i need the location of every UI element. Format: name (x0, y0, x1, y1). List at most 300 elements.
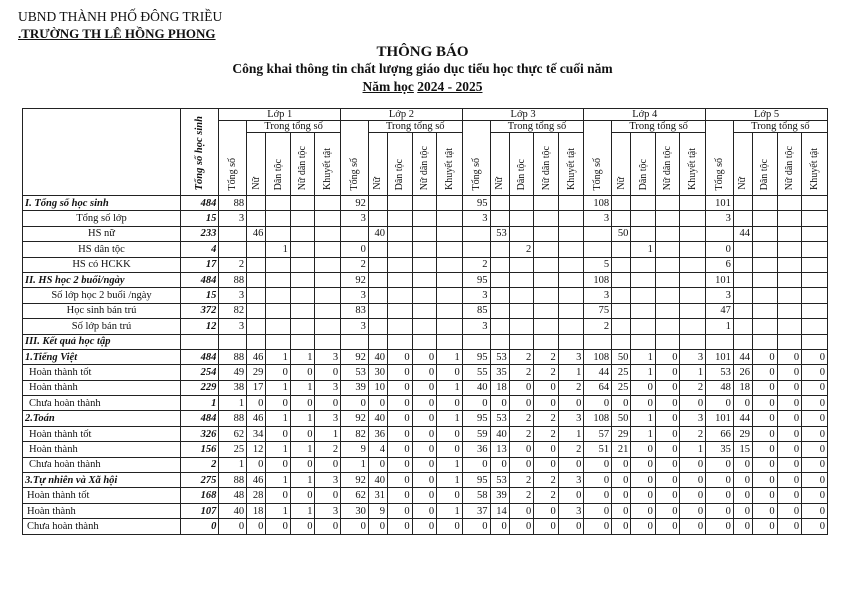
row-cell: 0 (777, 488, 802, 503)
row-cell: 0 (412, 380, 437, 395)
row-cell: 0 (802, 426, 828, 441)
row-cell (266, 211, 291, 226)
header-sub-col (266, 133, 291, 196)
row-cell (247, 196, 266, 211)
row-cell (612, 303, 631, 318)
header-sub-col-text: Khuyết tật (565, 148, 577, 190)
row-total: 0 (180, 519, 218, 534)
header-sub-col (733, 133, 752, 196)
row-cell: 2 (558, 380, 584, 395)
row-label: HS dân tộc (23, 242, 181, 257)
row-cell: 18 (490, 380, 509, 395)
row-cell: 75 (584, 303, 612, 318)
row-cell: 58 (462, 488, 490, 503)
row-cell: 0 (412, 519, 437, 534)
row-cell: 0 (753, 473, 778, 488)
row-cell: 0 (655, 396, 680, 411)
row-cell: 0 (368, 457, 387, 472)
row-cell: 0 (412, 365, 437, 380)
row-cell (247, 257, 266, 272)
row-cell: 51 (584, 442, 612, 457)
row-cell: 0 (777, 442, 802, 457)
row-total: 107 (180, 503, 218, 518)
row-cell (802, 288, 828, 303)
row-total: 15 (180, 211, 218, 226)
row-cell: 0 (341, 519, 369, 534)
row-cell: 0 (315, 488, 341, 503)
row-cell: 0 (655, 365, 680, 380)
row-cell: 29 (733, 426, 752, 441)
table-row (23, 411, 828, 426)
row-cell: 2 (558, 442, 584, 457)
table-row (23, 319, 828, 334)
row-cell: 0 (558, 519, 584, 534)
row-cell: 1 (680, 365, 706, 380)
header-sub-col-text: Nữ (372, 177, 384, 190)
row-cell: 0 (631, 473, 656, 488)
row-cell: 1 (266, 349, 291, 364)
row-cell: 47 (706, 303, 734, 318)
row-cell: 0 (584, 503, 612, 518)
row-cell: 92 (341, 349, 369, 364)
row-cell: 0 (290, 365, 315, 380)
row-cell (777, 257, 802, 272)
row-cell: 0 (584, 473, 612, 488)
row-cell (368, 196, 387, 211)
row-cell (315, 303, 341, 318)
row-cell (368, 303, 387, 318)
row-cell (368, 257, 387, 272)
row-label: Hoàn thành (23, 380, 181, 395)
row-cell: 0 (753, 503, 778, 518)
row-cell: 0 (388, 503, 413, 518)
row-cell (655, 288, 680, 303)
row-cell: 3 (315, 380, 341, 395)
row-cell: 83 (341, 303, 369, 318)
row-cell (655, 303, 680, 318)
row-cell: 0 (777, 380, 802, 395)
row-cell: 0 (584, 488, 612, 503)
row-cell (584, 242, 612, 257)
row-cell: 6 (706, 257, 734, 272)
school-year-prefix: Năm học (362, 79, 414, 94)
header-sub-col-text: Dân tộc (394, 158, 406, 190)
header-sub-col-text: Nữ (615, 177, 627, 190)
row-cell: 0 (655, 488, 680, 503)
row-cell (247, 288, 266, 303)
header-sub-col-text: Khuyết tật (687, 148, 699, 190)
row-cell: 92 (341, 272, 369, 287)
row-cell: 1 (219, 457, 247, 472)
row-cell: 17 (247, 380, 266, 395)
row-cell (631, 257, 656, 272)
row-cell (612, 319, 631, 334)
row-cell (534, 196, 559, 211)
row-cell (680, 303, 706, 318)
header-sub-col (558, 133, 584, 196)
row-cell: 46 (247, 226, 266, 241)
row-total: 229 (180, 380, 218, 395)
row-cell (290, 196, 315, 211)
row-cell: 101 (706, 272, 734, 287)
document-subtitle: Công khai thông tin chất lượng giáo dục tiểu học thực tế cuối năm (232, 61, 613, 76)
row-cell (753, 303, 778, 318)
table-row (23, 303, 828, 318)
row-cell (558, 257, 584, 272)
row-cell: 3 (558, 473, 584, 488)
row-total: 156 (180, 442, 218, 457)
row-cell: 2 (680, 380, 706, 395)
row-cell: 3 (680, 349, 706, 364)
row-cell: 0 (802, 411, 828, 426)
row-cell (437, 257, 463, 272)
header-sub-col (388, 133, 413, 196)
row-cell: 1 (290, 380, 315, 395)
row-cell (388, 226, 413, 241)
row-label: Hoàn thành (23, 442, 181, 457)
row-cell (509, 272, 534, 287)
row-cell: 3 (584, 211, 612, 226)
row-cell: 1 (437, 503, 463, 518)
row-cell (412, 257, 437, 272)
row-total: 15 (180, 288, 218, 303)
document-title: THÔNG BÁO (376, 44, 469, 60)
row-cell: 0 (266, 488, 291, 503)
row-cell (680, 242, 706, 257)
row-cell (753, 288, 778, 303)
row-cell: 0 (753, 426, 778, 441)
row-cell (534, 272, 559, 287)
row-cell (680, 257, 706, 272)
row-cell (315, 288, 341, 303)
row-cell: 0 (631, 380, 656, 395)
row-cell (733, 334, 752, 349)
row-cell: 0 (631, 503, 656, 518)
row-cell (612, 211, 631, 226)
row-cell: 0 (631, 442, 656, 457)
row-cell (612, 242, 631, 257)
row-cell: 21 (612, 442, 631, 457)
row-cell: 38 (219, 380, 247, 395)
row-cell (412, 196, 437, 211)
row-cell (490, 303, 509, 318)
row-cell (655, 226, 680, 241)
row-cell: 0 (733, 473, 752, 488)
header-sub-col (753, 133, 778, 196)
row-cell (777, 211, 802, 226)
row-total: 1 (180, 396, 218, 411)
header-class-total (341, 121, 369, 196)
row-cell: 2 (315, 442, 341, 457)
row-cell: 0 (706, 488, 734, 503)
row-cell (534, 211, 559, 226)
row-cell (558, 196, 584, 211)
row-cell (558, 226, 584, 241)
row-cell: 1 (266, 411, 291, 426)
row-cell (490, 319, 509, 334)
row-label: Số lớp học 2 buổi /ngày (23, 288, 181, 303)
row-cell: 2 (462, 257, 490, 272)
row-total: 2 (180, 457, 218, 472)
row-cell (412, 242, 437, 257)
row-cell: 0 (655, 442, 680, 457)
row-cell (584, 226, 612, 241)
row-cell (612, 257, 631, 272)
row-cell (290, 257, 315, 272)
row-cell (777, 242, 802, 257)
row-cell (266, 196, 291, 211)
row-cell: 88 (219, 196, 247, 211)
header-sub-col-text: Nữ (494, 177, 506, 190)
row-cell: 53 (490, 411, 509, 426)
row-cell (558, 211, 584, 226)
row-cell: 0 (612, 503, 631, 518)
row-cell (315, 211, 341, 226)
header-sub-col-text: Nữ dân tộc (783, 145, 795, 190)
row-cell (753, 319, 778, 334)
row-cell: 0 (290, 519, 315, 534)
row-cell: 0 (612, 457, 631, 472)
table-row (23, 288, 828, 303)
row-cell: 53 (490, 349, 509, 364)
row-label: III. Kết quả học tập (23, 334, 181, 349)
row-cell: 0 (368, 519, 387, 534)
row-cell: 1 (315, 426, 341, 441)
row-cell (388, 242, 413, 257)
table-row (23, 457, 828, 472)
row-cell: 0 (315, 519, 341, 534)
row-cell: 0 (437, 519, 463, 534)
row-label: Tổng số lớp (23, 211, 181, 226)
row-cell: 0 (412, 411, 437, 426)
row-cell (655, 272, 680, 287)
header-sub-group: Trong tổng số (612, 121, 706, 133)
row-cell (680, 334, 706, 349)
row-cell (733, 288, 752, 303)
row-cell (534, 303, 559, 318)
row-cell (631, 319, 656, 334)
row-cell (315, 272, 341, 287)
table-row (23, 257, 828, 272)
row-cell (509, 319, 534, 334)
row-cell (558, 319, 584, 334)
row-cell: 3 (706, 211, 734, 226)
row-cell (219, 334, 247, 349)
header-class-3: Lớp 3 (462, 109, 584, 121)
row-cell (437, 303, 463, 318)
row-cell (753, 196, 778, 211)
row-cell: 49 (219, 365, 247, 380)
row-cell: 0 (777, 519, 802, 534)
row-cell: 0 (802, 380, 828, 395)
row-cell: 3 (680, 411, 706, 426)
row-cell: 0 (412, 488, 437, 503)
table-row (23, 442, 828, 457)
row-cell: 1 (631, 365, 656, 380)
row-cell (290, 242, 315, 257)
header-class-total (584, 121, 612, 196)
row-cell (733, 211, 752, 226)
row-cell (247, 242, 266, 257)
row-cell (509, 226, 534, 241)
row-cell (315, 319, 341, 334)
row-cell: 0 (462, 519, 490, 534)
row-cell: 0 (777, 349, 802, 364)
row-cell (341, 226, 369, 241)
row-cell: 0 (509, 442, 534, 457)
row-cell: 0 (412, 503, 437, 518)
row-cell: 0 (802, 365, 828, 380)
row-cell (777, 319, 802, 334)
row-cell: 1 (290, 411, 315, 426)
row-cell: 2 (509, 488, 534, 503)
row-cell: 34 (247, 426, 266, 441)
row-cell (266, 288, 291, 303)
row-cell (315, 196, 341, 211)
row-cell: 0 (612, 488, 631, 503)
row-cell: 50 (612, 349, 631, 364)
row-cell (655, 211, 680, 226)
row-cell: 108 (584, 272, 612, 287)
row-total: 17 (180, 257, 218, 272)
header-sub-col-text: Dân tộc (637, 158, 649, 190)
row-cell: 3 (706, 288, 734, 303)
row-cell (753, 226, 778, 241)
row-cell: 0 (655, 473, 680, 488)
table-row (23, 503, 828, 518)
row-cell: 1 (290, 503, 315, 518)
row-cell (247, 211, 266, 226)
row-cell (802, 303, 828, 318)
row-label: Hoàn thành tốt (23, 365, 181, 380)
row-cell (802, 196, 828, 211)
row-cell (802, 242, 828, 257)
header-class-total-text: Tổng số (227, 157, 239, 190)
row-cell (802, 211, 828, 226)
row-cell: 40 (368, 473, 387, 488)
row-cell: 36 (462, 442, 490, 457)
row-cell (412, 303, 437, 318)
row-cell (631, 211, 656, 226)
row-cell: 0 (290, 396, 315, 411)
row-label: Số lớp bán trú (23, 319, 181, 334)
row-cell (706, 334, 734, 349)
row-cell: 0 (388, 411, 413, 426)
row-label: Hoàn thành tốt (23, 488, 181, 503)
row-cell (802, 334, 828, 349)
row-cell (315, 226, 341, 241)
row-cell: 0 (462, 457, 490, 472)
row-cell: 62 (341, 488, 369, 503)
header-total-students (180, 109, 218, 196)
row-cell (490, 211, 509, 226)
table-row (23, 380, 828, 395)
row-cell (219, 226, 247, 241)
row-cell (266, 257, 291, 272)
row-cell: 2 (509, 426, 534, 441)
row-cell: 0 (509, 519, 534, 534)
header-sub-col (412, 133, 437, 196)
row-total: 484 (180, 411, 218, 426)
row-cell: 0 (388, 519, 413, 534)
row-cell: 2 (534, 349, 559, 364)
row-cell (680, 226, 706, 241)
row-cell: 39 (341, 380, 369, 395)
row-cell (509, 303, 534, 318)
row-cell: 0 (558, 396, 584, 411)
row-cell: 4 (368, 442, 387, 457)
row-cell: 3 (219, 288, 247, 303)
row-cell: 26 (733, 365, 752, 380)
row-cell: 0 (680, 519, 706, 534)
table-row (23, 426, 828, 441)
row-cell: 44 (733, 411, 752, 426)
header-class-1: Lớp 1 (219, 109, 341, 121)
row-cell (753, 257, 778, 272)
row-cell: 0 (706, 519, 734, 534)
row-cell: 101 (706, 349, 734, 364)
row-cell: 1 (266, 380, 291, 395)
row-cell: 0 (612, 473, 631, 488)
row-cell: 1 (219, 396, 247, 411)
row-cell (388, 196, 413, 211)
row-total: 484 (180, 196, 218, 211)
row-cell: 0 (315, 365, 341, 380)
row-cell: 0 (315, 457, 341, 472)
row-cell: 0 (412, 473, 437, 488)
row-cell: 0 (753, 442, 778, 457)
row-cell: 0 (490, 396, 509, 411)
row-cell (680, 196, 706, 211)
header-sub-col (612, 133, 631, 196)
row-cell (368, 334, 387, 349)
row-cell: 0 (802, 442, 828, 457)
row-cell: 0 (655, 426, 680, 441)
row-cell: 40 (219, 503, 247, 518)
row-cell: 14 (490, 503, 509, 518)
row-cell: 88 (219, 473, 247, 488)
row-cell: 92 (341, 473, 369, 488)
row-cell (368, 272, 387, 287)
header-sub-col-text: Nữ dân tộc (662, 145, 674, 190)
row-cell (558, 334, 584, 349)
header-sub-col-text: Nữ dân tộc (418, 145, 430, 190)
header-class-total-text: Tổng số (592, 157, 604, 190)
row-cell (388, 303, 413, 318)
row-cell: 95 (462, 411, 490, 426)
row-cell: 0 (534, 380, 559, 395)
row-cell (558, 288, 584, 303)
row-cell: 12 (247, 442, 266, 457)
row-cell: 0 (509, 457, 534, 472)
row-cell (490, 257, 509, 272)
header-sub-col (777, 133, 802, 196)
row-label: 2.Toán (23, 411, 181, 426)
row-cell: 9 (341, 442, 369, 457)
row-cell (534, 334, 559, 349)
header-sub-group: Trong tổng số (368, 121, 462, 133)
row-cell (534, 257, 559, 272)
row-cell (534, 319, 559, 334)
row-cell (412, 272, 437, 287)
row-cell: 0 (219, 519, 247, 534)
row-cell: 95 (462, 196, 490, 211)
row-cell: 1 (266, 442, 291, 457)
row-cell (368, 288, 387, 303)
row-cell: 53 (490, 226, 509, 241)
row-cell: 1 (266, 242, 291, 257)
row-cell: 0 (388, 473, 413, 488)
